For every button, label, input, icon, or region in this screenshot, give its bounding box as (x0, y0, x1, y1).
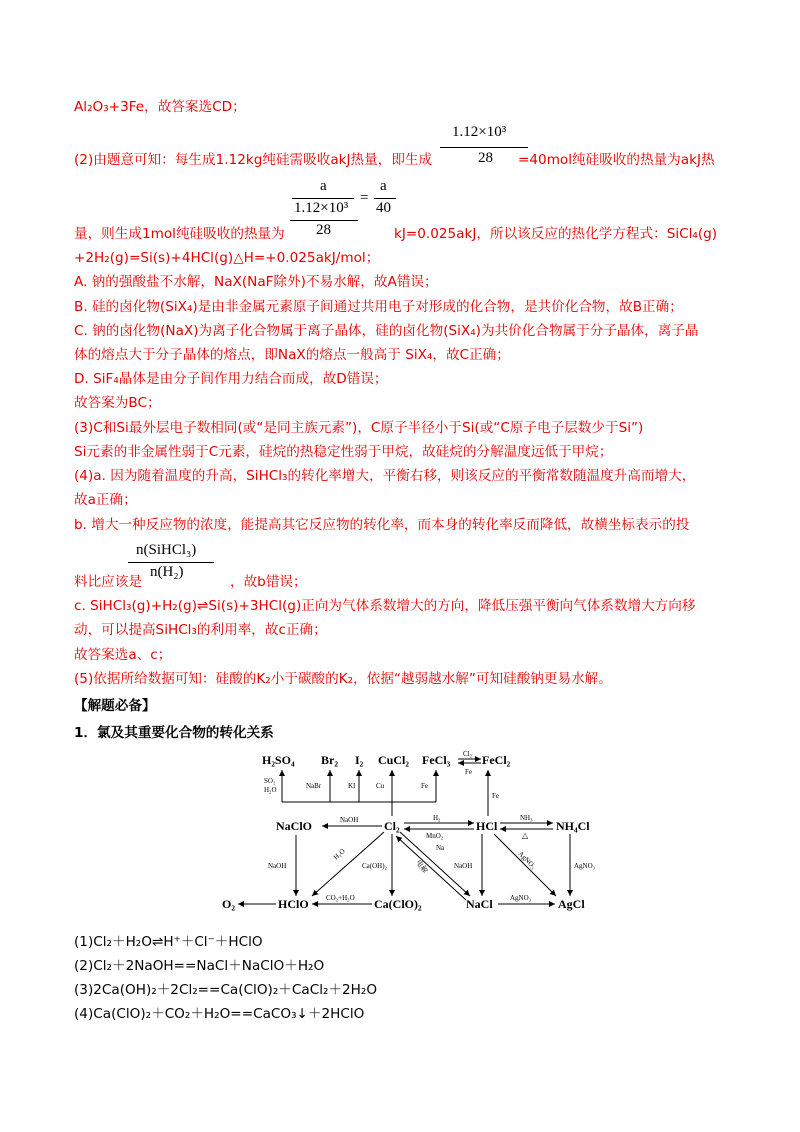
SO2-reagent-label: SO₂ (264, 777, 276, 785)
Fe-reagent-label: Fe (465, 768, 472, 776)
text-line: 故a正确； (74, 492, 137, 508)
text-line: D. SiF₄晶体是由分子间作用力结合而成，故D错误； (74, 371, 388, 387)
arrow (494, 834, 556, 896)
AgNO3-reagent-label: AgNO₃ (516, 849, 538, 871)
fraction-denominator: n(H₂) (150, 564, 184, 580)
I2-label: I₂ (355, 753, 364, 767)
fraction-numerator: n(SiHCl₃) (136, 542, 197, 558)
fraction-numerator: a (320, 178, 327, 194)
heat-symbol: △ (522, 831, 529, 840)
HClO-label: HClO (278, 897, 309, 911)
CuCl2-label: CuCl₂ (378, 753, 409, 767)
text-line: =40mol纯硅吸收的热量为akJ热 (518, 152, 715, 168)
FeCl3-label: FeCl₃ (422, 753, 451, 767)
text-line: kJ=0.025akJ，所以该反应的热化学方程式：SiCl₄(g) (394, 226, 718, 242)
text-line: 故答案为BC； (74, 395, 161, 411)
NH4Cl-label: NH₄Cl (556, 819, 590, 833)
AgNO3-reagent-label: AgNO₃ (574, 862, 596, 870)
Cl2-reagent-label: Cl₂ (463, 750, 473, 758)
NaClO-label: NaClO (276, 819, 312, 833)
text-line: (2)由题意可知：每生成1.12kg纯硅需吸收akJ热量，即生成 (74, 152, 433, 168)
text-line: C. 钠的卤化物(NaX)为离子化合物属于离子晶体，硅的卤化物(SiX₄)为共价化合物属于分子晶体，离子晶 (74, 323, 699, 339)
H2SO4-label: H₂SO₄ (262, 753, 295, 767)
text-line: Si元素的非金属性弱于C元素，硅烷的热稳定性弱于甲烷，故硅烷的分解温度远低于甲烷； (74, 444, 613, 460)
text-line: (3)C和Si最外层电子数相同(或“是同主族元素”)，C原子半径小于Si(或“C原子电子层数少于Si”) (74, 420, 644, 436)
text-line: +2H₂(g)=Si(s)+4HCl(g)△H=+0.025akJ/mol； (74, 250, 380, 266)
equation: (2)Cl₂＋2NaOH==NaCl＋NaClO＋H₂O (74, 958, 325, 974)
fraction (440, 120, 530, 170)
fraction-bar (128, 562, 214, 563)
text-line: 量，则生成1mol纯硅吸收的热量为 (74, 226, 285, 242)
AgNO3-reagent-label: AgNO₃ (510, 894, 532, 902)
fraction-numerator: a (380, 178, 387, 194)
text-line: c. SiHCl₃(g)+H₂(g)⇌Si(s)+3HCl(g)正向为气体系数增大的方向，降低压强平衡向气体系数增大方向移 (74, 598, 696, 614)
fraction-numerator: 1.12×10³ (452, 124, 507, 140)
fraction-bar (440, 147, 528, 148)
fraction-denominator: 28 (316, 222, 331, 238)
fraction-bar (290, 220, 358, 221)
fraction-denominator: 40 (376, 200, 391, 216)
Br2-label: Br₂ (321, 753, 338, 767)
AgCl-label: AgCl (558, 897, 585, 911)
fraction (290, 176, 400, 242)
chlorine-conversion-diagram (220, 750, 600, 920)
CaOH2-reagent-label: Ca(OH)₂ (362, 862, 387, 870)
NH3-reagent-label: NH₃ (520, 814, 533, 822)
text-line: Al₂O₃+3Fe，故答案选CD； (74, 99, 246, 115)
Cu-reagent-label: Cu (376, 782, 385, 790)
Cl2-label: Cl₂ (384, 819, 400, 833)
NaOH-reagent-label: NaOH (268, 862, 287, 870)
HCl-label: HCl (476, 819, 498, 833)
H2-reagent-label: H₂ (433, 814, 441, 822)
text-line: (4)a. 因为随着温度的升高，SiHCl₃的转化率增大，平衡右移，则该反应的平衡常数随温度升高而增大， (74, 468, 696, 484)
text-line: b. 增大一种反应物的浓度，能提高其它反应物的转化率，而本身的转化率反而降低，故横坐标表示的投 (74, 517, 690, 533)
text-line: 故答案选a、c； (74, 647, 172, 663)
equation: (1)Cl₂＋H₂O⇌H⁺＋Cl⁻＋HClO (74, 934, 263, 950)
Fe-reagent-label: Fe (492, 792, 499, 800)
text-line: (5)依据所给数据可知：硅酸的K₂小于碳酸的K₂，依据“越弱越水解”可知硅酸钠更易水解。 (74, 671, 612, 687)
O2-label: O₂ (222, 897, 235, 911)
NaBr-reagent-label: NaBr (306, 782, 322, 790)
equation: (4)Ca(ClO)₂＋CO₂＋H₂O==CaCO₃↓＋2HClO (74, 1006, 365, 1022)
FeCl2-label: FeCl₂ (482, 753, 511, 767)
text-line: A. 钠的强酸盐不水解，NaX(NaF除外)不易水解，故A错误； (74, 274, 438, 290)
text-line: 料比应该是 (74, 574, 142, 590)
text-line: ，故b错误； (230, 574, 307, 590)
fraction-bar (374, 198, 396, 199)
text-line: B. 硅的卤化物(SiX₄)是由非金属元素原子间通过共用电子对形成的化合物，是共价化合物，故B正确； (74, 299, 683, 315)
section-title: 【解题必备】 (74, 698, 156, 714)
electrolysis-label: 电解 (414, 858, 429, 875)
equation: (3)2Ca(OH)₂＋2Cl₂==Ca(ClO)₂＋CaCl₂＋2H₂O (74, 982, 378, 998)
fraction-denominator: 28 (478, 150, 493, 166)
fraction-numerator: 1.12×10³ (294, 200, 349, 216)
MnO2-reagent-label: MnO₂ (426, 832, 444, 840)
fraction-bar (292, 198, 354, 199)
H2O-reagent-label: H₂O (264, 786, 277, 794)
Fe-reagent-label: Fe (421, 782, 428, 790)
CO2H2O-reagent-label: CO₂+H₂O (326, 894, 355, 902)
CaClO2-label: Ca(ClO)₂ (374, 897, 422, 911)
H2O-reagent-label: H₂O (331, 847, 347, 862)
KI-reagent-label: KI (348, 782, 356, 790)
Na-reagent-label: Na (436, 844, 445, 852)
NaOH-reagent-label: NaOH (454, 862, 473, 870)
text-line: 体的熔点大于分子晶体的熔点，即NaX的熔点一般高于 SiX₄，故C正确； (74, 347, 510, 363)
NaOH-reagent-label: NaOH (340, 816, 359, 824)
NaCl-label: NaCl (466, 897, 493, 911)
equals-sign: = (360, 190, 369, 206)
text-line: 动，可以提高SiHCl₃的利用率，故c正确； (74, 622, 327, 638)
section-subtitle: 1．氯及其重要化合物的转化关系 (74, 725, 274, 741)
